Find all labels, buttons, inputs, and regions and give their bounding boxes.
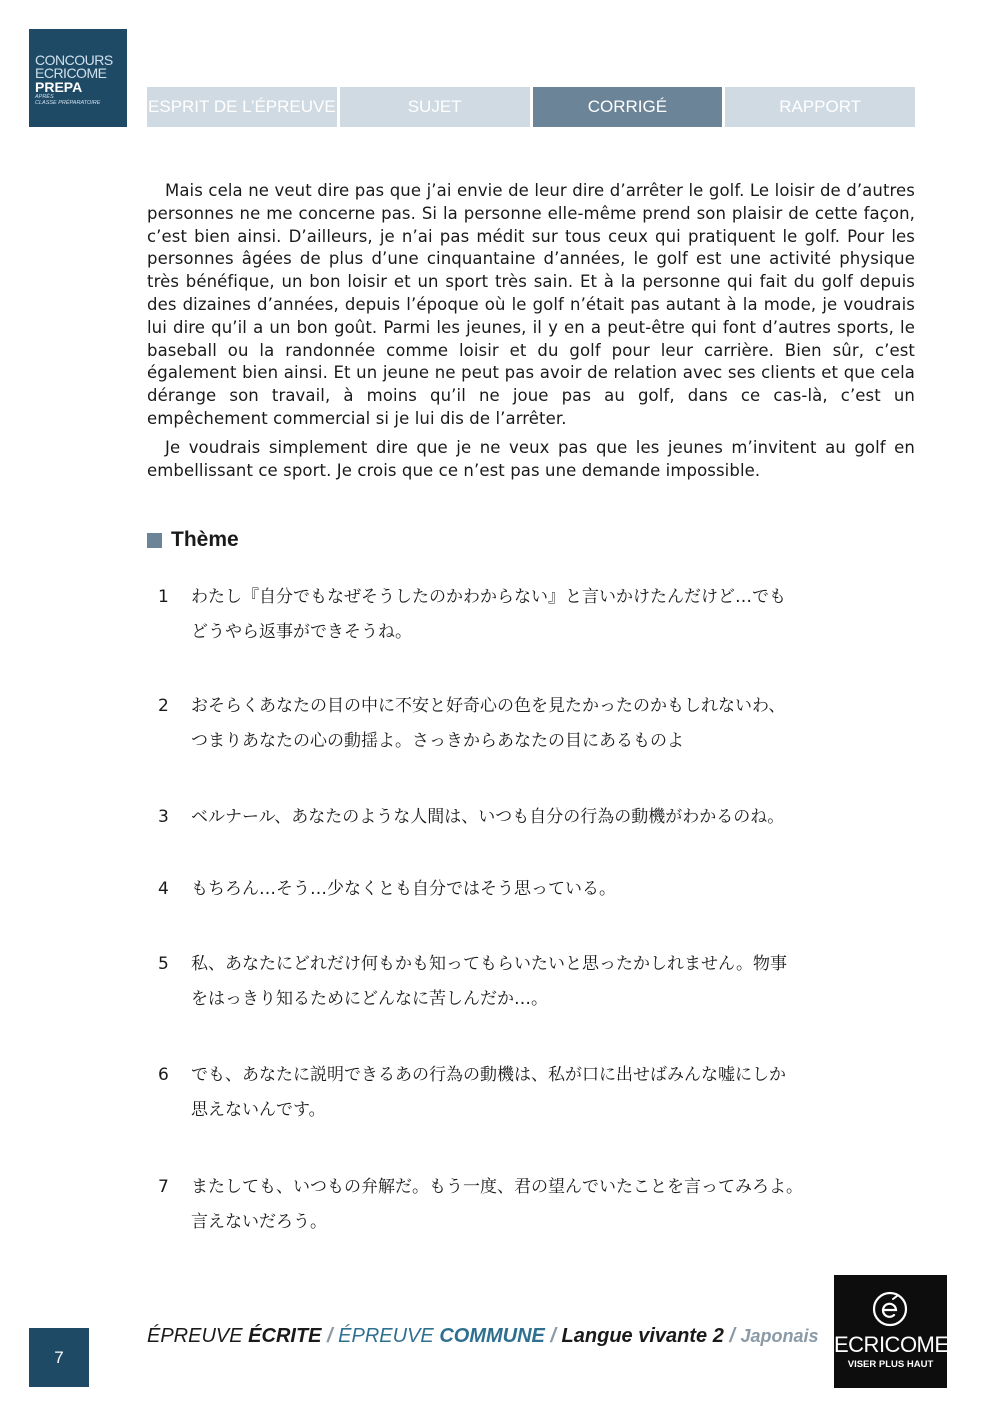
tab-rapport[interactable]: RAPPORT	[725, 87, 915, 127]
theme-item	[158, 947, 918, 1017]
section-title: Thème	[171, 528, 239, 551]
footer-separator: /	[544, 1325, 562, 1347]
square-bullet-icon	[147, 533, 162, 548]
item-number: 5	[158, 954, 169, 974]
item-number: 3	[158, 807, 169, 827]
theme-item	[158, 689, 918, 759]
item-line: つまりあなたの心の動揺よ。さっきからあなたの目にあるものよ	[191, 731, 684, 751]
item-text	[191, 689, 891, 759]
footer-ecrite: ÉCRITE	[248, 1325, 322, 1347]
tab-corrige[interactable]: CORRIGÉ	[533, 87, 726, 127]
concours-logo	[29, 29, 127, 127]
footer-commune: COMMUNE	[439, 1325, 545, 1347]
item-number: 7	[158, 1177, 169, 1197]
brand-name: ECRICOME	[834, 1332, 949, 1357]
logo-line-classe: CLASSE PRÉPARATOIRE	[35, 100, 101, 106]
paragraph: Je voudrais simplement dire que je ne veux pas que les jeunes m’invitent au golf en embellissant ce sport. Je crois que ce n’est pas une demande impossible.	[147, 437, 915, 480]
item-text	[191, 800, 891, 835]
tab-esprit[interactable]: ESPRIT DE L’ÉPREUVE	[147, 87, 340, 127]
theme-item	[158, 1170, 918, 1240]
item-line: をはっきり知るためにどんなに苦しんだか…。	[191, 989, 548, 1009]
item-line: またしても、いつもの弁解だ。もう一度、君の望んでいたことを言ってみろよ。	[191, 1177, 803, 1197]
item-line: 言えないだろう。	[191, 1212, 327, 1232]
item-line: どうやら返事ができそうね。	[191, 622, 412, 642]
item-line: 私、あなたにどれだけ何もかも知ってもらいたいと思ったかしれません。物事	[191, 954, 788, 974]
item-text	[191, 872, 891, 907]
footer-separator: /	[723, 1325, 741, 1347]
item-line: でも、あなたに説明できるあの行為の動機は、私が口に出せばみんな嘘にしか	[191, 1065, 786, 1085]
paragraph: Mais cela ne veut dire pas que j’ai envie de leur dire d’arrêter le golf. Le loisir de d’autres personnes ne me concerne pas. Si la personne elle-même prend son plaisir de cette façon, c’est bien ainsi. D’ailleurs, je n’ai pas médit sur tous ceux qui pratiquent le golf. Pour les personnes âgées de plus d’une cinquantaine d’années, le golf est une activité physique très bénéfique, un bon loisir et un sport très sain. Et à la personne qui fait du golf depuis des dizaines d’années, depuis l’époque où le golf n’était pas autant à la mode, je voudrais lui dire qu’il a un bon goût. Parmi les jeunes, il y en a peut-être qui font d’autres sports, le baseball ou la randonnée comme loisir et du golf pour leur carrière. Bien sûr, c’est également bien ainsi. Et un jeune ne peut pas avoir de relation avec ses clients et que cela dérange son travail, à moins qu’il ne joue pas au golf, dans ce cas-là, c’est un empêchement commercial si je lui dis de l’arrêter.	[147, 181, 915, 428]
footer-japonais: Japonais	[740, 1326, 819, 1346]
footer-separator: /	[321, 1325, 339, 1347]
item-line: おそらくあなたの目の中に不安と好奇心の色を見たかったのかもしれないわ、	[191, 696, 786, 716]
footer-langue: Langue vivante 2	[561, 1325, 724, 1347]
translation-text	[147, 180, 915, 482]
logo-line-concours: CONCOURS	[35, 52, 113, 68]
theme-item	[158, 872, 918, 907]
item-number: 1	[158, 587, 169, 607]
item-number: 4	[158, 879, 169, 899]
section-tabs	[147, 87, 915, 127]
theme-item	[158, 1058, 918, 1128]
tab-sujet[interactable]: SUJET	[340, 87, 533, 127]
ecricome-brand-logo	[834, 1275, 947, 1388]
logo-line-apres: APRÈS	[35, 94, 54, 100]
section-heading	[147, 528, 239, 552]
item-line: ベルナール、あなたのような人間は、いつも自分の行為の動機がわかるのね。	[191, 807, 785, 827]
brand-tagline: VISER PLUS HAUT	[847, 1359, 934, 1370]
item-text	[191, 947, 891, 1017]
logo-line-ecricome: ECRICOME	[35, 65, 107, 81]
logo-line-prepa: PREPA	[35, 79, 83, 95]
ecricome-emblem-icon	[871, 1290, 909, 1328]
theme-item	[158, 800, 918, 835]
footer-exam-label	[147, 1325, 819, 1348]
theme-item	[158, 580, 918, 650]
footer-epreuve-2: ÉPREUVE	[338, 1325, 440, 1347]
item-line: 思えないんです。	[191, 1100, 326, 1120]
item-number: 2	[158, 696, 169, 716]
item-line: わたし『自分でもなぜそうしたのかわからない』と言いかけたんだけど…でも	[191, 587, 786, 607]
item-text	[191, 1170, 891, 1240]
item-text	[191, 1058, 891, 1128]
footer-epreuve: ÉPREUVE	[147, 1325, 249, 1347]
item-number: 6	[158, 1065, 169, 1085]
item-text	[191, 580, 891, 650]
page-number: 7	[29, 1328, 89, 1387]
item-line: もちろん…そう…少なくとも自分ではそう思っている。	[191, 879, 616, 899]
